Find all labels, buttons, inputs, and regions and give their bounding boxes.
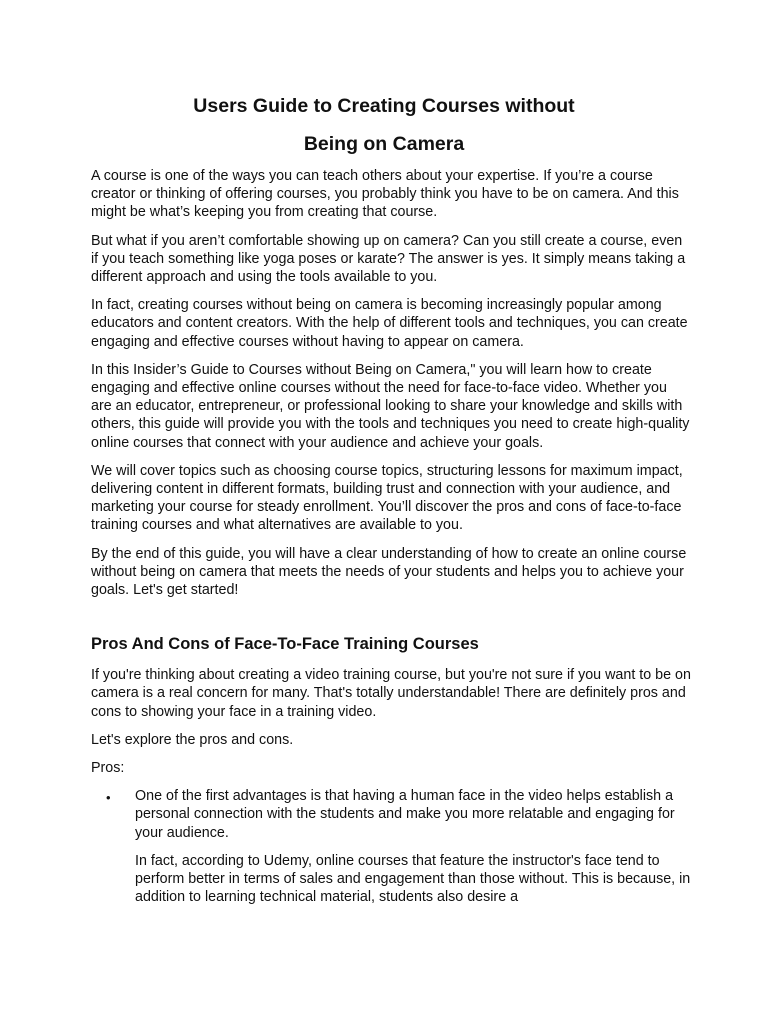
section-paragraph-2: Let's explore the pros and cons. [91,731,294,748]
intro-paragraph-2: But what if you aren’t comfortable showing up on camera? Can you still create a course, even if you teach something like yoga poses or karate? The answer is yes. It simply means taking a different approach and using the tools available to you. [91,232,686,286]
intro-paragraph-3: In fact, creating courses without being on camera is becoming increasingly popular among educators and content creators. With the help of different tools and techniques, you can create engaging and effective courses without having to appear on camera. [91,297,688,350]
document-title-line-1: Users Guide to Creating Courses without [193,95,575,117]
document-body [91,167,691,917]
section-heading: Pros And Cons of Face-To-Face Training Courses [91,635,479,654]
intro-paragraph-5: We will cover topics such as choosing course topics, structuring lessons for maximum impact, delivering content in different formats, building trust and connection with your audience, and marketing your course for steady enrollment. You’ll discover the pros and cons of face-to-face training courses and what alternatives are available to you. [91,462,683,534]
bullet-icon: • [106,790,111,806]
bullet-continuation: In fact, according to Udemy, online courses that feature the instructor's face tend to perform better in terms of sales and engagement than those without. This is because, in addition to learning technical material, students also desire a [135,852,691,906]
document-title-line-2: Being on Camera [303,133,465,155]
bullet-text: One of the first advantages is that having a human face in the video helps establish a personal connection with the students and make you more relatable and engaging for your audience. [135,788,675,841]
intro-paragraph-6: By the end of this guide, you will have a clear understanding of how to create an online course without being on camera that meets the needs of your students and helps you to achieve your goals. Let's get started! [91,545,687,599]
intro-paragraph-1: A course is one of the ways you can teach others about your expertise. If you’re a course creator or thinking of offering courses, you probably think you have to be on camera. And this might be what’s keeping you from creating that course. [91,168,679,221]
pros-label: Pros: [91,760,125,777]
list-item [91,787,691,906]
intro-paragraph-4: In this Insider’s Guide to Courses without Being on Camera," you will learn how to create engaging and effective online courses without the need for face-to-face video. Whether you are an educator, entrepreneur, or professional looking to share your knowledge and skills with others, this guide will provide you with the tools and techniques you need to create high-quality online courses that connect with your audience and achieve your goals. [91,361,690,451]
pros-list [91,787,691,906]
section-paragraph-1: If you're thinking about creating a video training course, but you're not sure if you want to be on camera is a real concern for many. That's totally understandable! There are definitely pros and cons to showing your face in a training video. [91,667,691,720]
